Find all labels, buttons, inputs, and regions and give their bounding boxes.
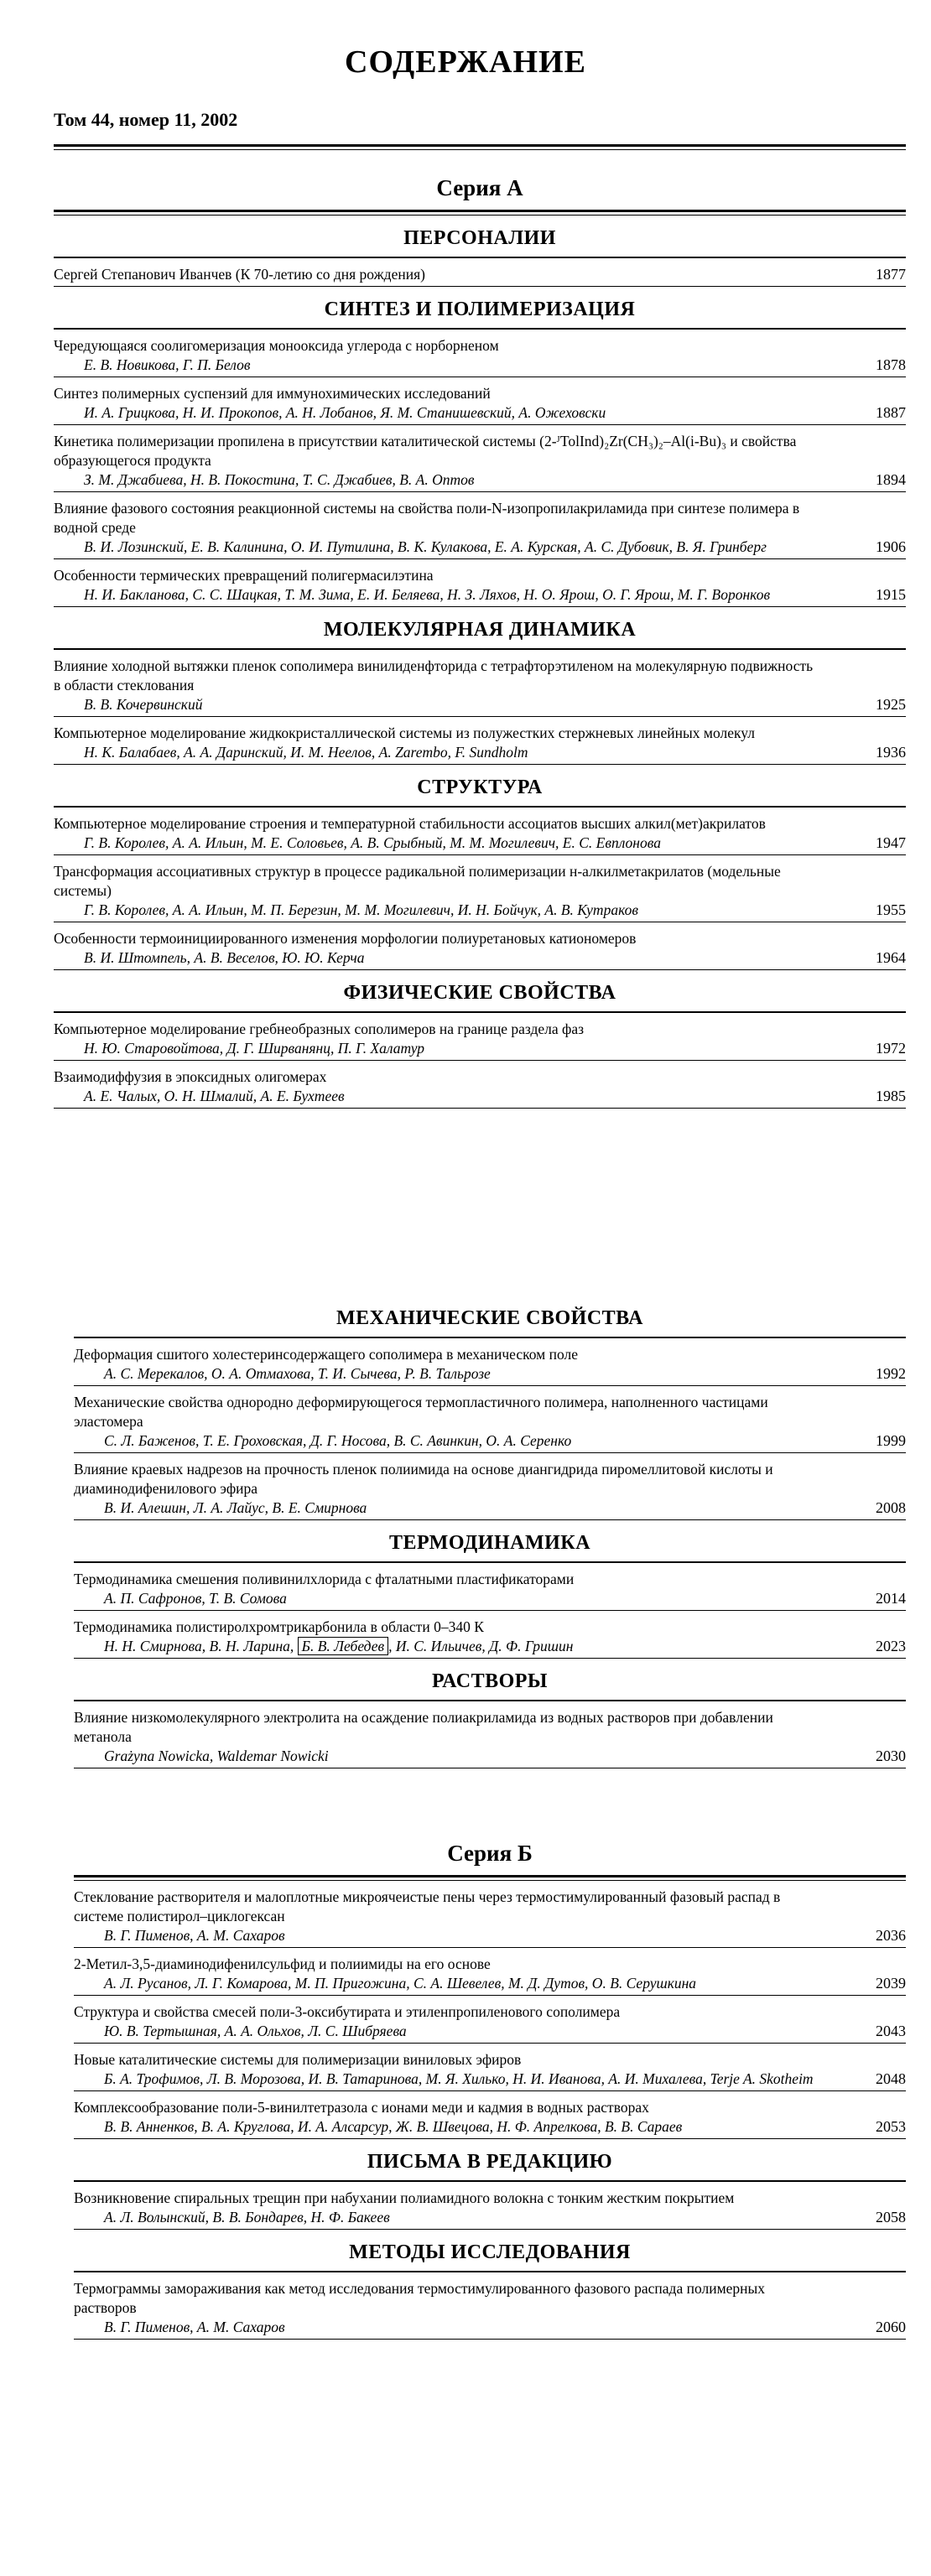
- article-authors: В. В. Анненков, В. А. Круглова, И. А. Алсарсур, Ж. В. Швецова, Н. Ф. Апрелкова, В. В. Сараев: [104, 2118, 683, 2135]
- toc-section: [74, 1670, 906, 1768]
- article-authors: С. Л. Баженов, Т. Е. Гроховская, Д. Г. Носова, В. С. Авинкин, О. А. Серенко: [104, 1432, 572, 1449]
- entry-rule: [74, 1947, 906, 1948]
- section-heading: СИНТЕЗ И ПОЛИМЕРИЗАЦИЯ: [324, 299, 636, 320]
- entry-rule: [54, 491, 906, 492]
- article-title: Структура и свойства смесей поли-3-оксибутирата и этиленпропиленового сополимера: [74, 2003, 621, 2020]
- page-title: СОДЕРЖАНИЕ: [345, 44, 586, 80]
- article-title: Трансформация ассоциативных структур в процессе радикальной полимеризации н-алкилметакрилатов (модельные системы): [54, 863, 781, 899]
- double-rule: [54, 144, 906, 150]
- article-title: Деформация сшитого холестеринсодержащего сополимера в механическом поле: [74, 1346, 578, 1363]
- entry-rule: [54, 716, 906, 717]
- toc-entry[interactable]: [74, 1888, 906, 1945]
- article-authors: В. И. Лозинский, Е. В. Калинина, О. И. Путилина, В. К. Кулакова, Е. А. Курская, А. С. Дубовик, В. Я. Гринберг: [84, 538, 767, 555]
- article-title: Стеклование растворителя и малоплотные микроячеистые пены через термостимулированный фазовый распад в системе полистирол–циклогексан: [74, 1888, 781, 1924]
- page-number: 2008: [876, 1499, 906, 1516]
- article-authors: А. Л. Русанов, Л. Г. Комарова, М. П. Пригожина, С. А. Шевелев, М. Д. Дутов, О. В. Серушкина: [104, 1975, 697, 1992]
- toc-entry[interactable]: [54, 566, 906, 605]
- article-title: Особенности термоинициированного изменения морфологии полиуретановых катиономеров: [54, 930, 637, 947]
- entry-rule: [74, 1995, 906, 1996]
- article-title: 2-Метил-3,5-диаминодифенилсульфид и полиимиды на его основе: [74, 1955, 491, 1972]
- toc-section: [74, 1307, 906, 1520]
- toc-entry[interactable]: [54, 1067, 906, 1106]
- article-title: Компьютерное моделирование жидкокристаллической системы из полужестких стержневых линейных молекул: [54, 724, 755, 741]
- series-b-heading: Серия Б: [447, 1841, 533, 1866]
- toc-entry[interactable]: [54, 724, 906, 762]
- section-rule: [54, 328, 906, 330]
- toc-entry[interactable]: [54, 265, 906, 284]
- section-rule: [74, 2271, 906, 2272]
- section-rule: [74, 1561, 906, 1563]
- article-title: Влияние фазового состояния реакционной системы на свойства поли-N-изопропилакриламида при синтезе полимера в водной среде: [54, 500, 800, 536]
- page-number: 1887: [876, 404, 906, 421]
- toc-entry[interactable]: [74, 1570, 906, 1608]
- boxed-author: Б. В. Лебедев: [298, 1637, 388, 1655]
- article-title: Возникновение спиральных трещин при набухании полиамидного волокна с тонким жестким покрытием: [74, 2189, 735, 2206]
- toc-entry[interactable]: [74, 1393, 906, 1451]
- toc-entry[interactable]: [54, 1020, 906, 1058]
- article-title: Термограммы замораживания как метод исследования термостимулированного фазового распада полимерных растворов: [74, 2280, 766, 2316]
- article-authors: А. П. Сафронов, Т. В. Сомова: [104, 1590, 287, 1607]
- article-authors: Е. В. Новикова, Г. П. Белов: [84, 356, 251, 373]
- section-heading: СТРУКТУРА: [417, 776, 543, 798]
- article-authors: А. С. Мерекалов, О. А. Отмахова, Т. И. Сычева, Р. В. Тальрозе: [104, 1365, 491, 1382]
- entry-rule: [54, 1060, 906, 1061]
- article-authors: Grażyna Nowicka, Waldemar Nowicki: [104, 1748, 329, 1764]
- section-heading: ПИСЬМА В РЕДАКЦИЮ: [367, 2151, 613, 2173]
- page-number: 1925: [876, 696, 906, 713]
- toc-section: [54, 982, 906, 1109]
- article-title: Влияние холодной вытяжки пленок сополимера винилиденфторида с тетрафторэтиленом на молекулярную подвижность в области стеклования: [54, 657, 814, 693]
- entry-rule: [74, 1658, 906, 1659]
- toc-section: [54, 776, 906, 970]
- section-heading: МЕТОДЫ ИССЛЕДОВАНИЯ: [349, 2241, 631, 2263]
- page-number: 2043: [876, 2023, 906, 2039]
- page-number: 1999: [876, 1432, 906, 1449]
- page-number: 1877: [876, 266, 906, 283]
- toc-entry[interactable]: [74, 2002, 906, 2041]
- toc-section: [54, 227, 906, 287]
- page-number: 1955: [876, 901, 906, 918]
- article-title: Кинетика полимеризации пропилена в присутствии каталитической системы (2-ᴶTolInd)₂Zr(CH₃)₂–Al(i-Bu)₃ и свойства образующегося продукта: [54, 433, 797, 469]
- series-a-heading: Серия А: [436, 175, 523, 200]
- page-number: 1915: [876, 586, 906, 603]
- entry-rule: [54, 424, 906, 425]
- article-title: Синтез полимерных суспензий для иммунохимических исследований: [54, 385, 491, 402]
- entry-rule: [54, 969, 906, 970]
- entry-rule: [54, 558, 906, 559]
- section-heading: ПЕРСОНАЛИИ: [403, 227, 556, 249]
- entry-rule: [54, 606, 906, 607]
- page-number: 1894: [876, 471, 906, 488]
- page-number: 1936: [876, 744, 906, 761]
- toc-section: [74, 1532, 906, 1659]
- article-authors: З. М. Джабиева, Н. В. Покостина, Т. С. Джабиев, В. А. Оптов: [84, 471, 475, 488]
- entry-rule: [74, 1610, 906, 1611]
- double-rule: [54, 210, 906, 216]
- toc-entry[interactable]: [74, 2189, 906, 2227]
- page-number: 2058: [876, 2209, 906, 2225]
- toc-entry[interactable]: [74, 1955, 906, 1993]
- double-rule: [74, 1875, 906, 1881]
- entry-rule: [74, 2339, 906, 2340]
- toc-entry[interactable]: [54, 336, 906, 375]
- series-a-continued-block: [74, 1296, 906, 1768]
- entry-rule: [54, 286, 906, 287]
- page-number: 2053: [876, 2118, 906, 2135]
- section-heading: ТЕРМОДИНАМИКА: [388, 1532, 591, 1554]
- toc-section: [54, 619, 906, 765]
- article-authors: В. Г. Пименов, А. М. Сахаров: [104, 2319, 285, 2335]
- toc-section: [74, 2241, 906, 2340]
- article-authors: Б. А. Трофимов, Л. В. Морозова, И. В. Татаринова, М. Я. Хилько, Н. И. Иванова, А. И. Михалева, Terje A. Skotheim: [104, 2070, 814, 2087]
- toc-entry[interactable]: [74, 1708, 906, 1766]
- section-rule: [54, 648, 906, 650]
- entry-rule: [74, 2043, 906, 2044]
- article-title: Компьютерное моделирование строения и температурной стабильности ассоциатов высших алкил(мет)акрилатов: [54, 815, 766, 832]
- article-title: Термодинамика смешения поливинилхлорида с фталатными пластификаторами: [74, 1571, 575, 1587]
- article-authors: В. И. Алешин, Л. А. Лайус, В. Е. Смирнова: [104, 1499, 367, 1516]
- entry-rule: [54, 1108, 906, 1109]
- authors-part: Н. Н. Смирнова, В. Н. Ларина,: [104, 1638, 294, 1654]
- page-number: 1992: [876, 1365, 906, 1382]
- entry-rule: [54, 854, 906, 855]
- entry-rule: [74, 2138, 906, 2139]
- toc-entry[interactable]: [54, 432, 906, 490]
- page-number: 2048: [876, 2070, 906, 2087]
- article-authors: А. Е. Чалых, О. Н. Шмалий, А. Е. Бухтеев: [84, 1088, 345, 1104]
- entry-rule: [74, 1519, 906, 1520]
- article-title: Взаимодиффузия в эпоксидных олигомерах: [54, 1068, 327, 1085]
- article-authors: Г. В. Королев, А. А. Ильин, М. П. Березин, М. М. Могилевич, И. Н. Бойчук, А. В. Кутраков: [84, 901, 638, 918]
- page-number: 2060: [876, 2319, 906, 2335]
- section-heading: РАСТВОРЫ: [432, 1670, 548, 1692]
- page-number: 1947: [876, 834, 906, 851]
- page-number: 1972: [876, 1040, 906, 1057]
- page-number: 2039: [876, 1975, 906, 1992]
- toc-entry[interactable]: [74, 2050, 906, 2089]
- section-rule: [74, 1337, 906, 1338]
- toc-entry[interactable]: [54, 499, 906, 557]
- toc-entry[interactable]: [74, 2098, 906, 2137]
- article-authors: И. А. Грицкова, Н. И. Прокопов, А. Н. Лобанов, Я. М. Станишевский, А. Ожеховски: [84, 404, 606, 421]
- toc-entry[interactable]: [74, 1460, 906, 1518]
- entry-rule: [74, 1452, 906, 1453]
- page-number: 1906: [876, 538, 906, 555]
- section-heading: МОЛЕКУЛЯРНАЯ ДИНАМИКА: [323, 619, 637, 641]
- page-number: 1985: [876, 1088, 906, 1104]
- section-heading: ФИЗИЧЕСКИЕ СВОЙСТВА: [343, 982, 616, 1004]
- toc-section: [74, 2151, 906, 2230]
- article-title: Термодинамика полистиролхромтрикарбонила в области 0–340 К: [74, 1618, 484, 1635]
- article-authors: В. В. Кочервинский: [84, 696, 203, 713]
- toc-entry[interactable]: [54, 862, 906, 920]
- article-title: Компьютерное моделирование гребнеобразных сополимеров на границе раздела фаз: [54, 1021, 585, 1037]
- section-rule: [54, 257, 906, 258]
- article-title: Сергей Степанович Иванчев (К 70-летию со дня рождения): [54, 266, 425, 283]
- article-authors: [74, 1637, 906, 1656]
- section-rule: [74, 1700, 906, 1701]
- article-authors: В. И. Штомпель, А. В. Веселов, Ю. Ю. Керча: [84, 949, 365, 966]
- page-number: 2036: [876, 1927, 906, 1944]
- toc-entry[interactable]: [54, 929, 906, 968]
- article-authors: Г. В. Королев, А. А. Ильин, М. Е. Соловьев, А. В. Срыбный, М. М. Могилевич, Е. С. Евплонова: [84, 834, 661, 851]
- toc-section: [74, 1888, 906, 2139]
- toc-entry[interactable]: [74, 1345, 906, 1384]
- article-authors: Н. И. Бакланова, С. С. Шацкая, Т. М. Зима, Е. И. Беляева, Н. З. Ляхов, Н. О. Ярош, О. Г. Ярош, М. Г. Воронков: [84, 586, 771, 603]
- page-number: 1964: [876, 949, 906, 966]
- toc-entry[interactable]: [74, 1618, 906, 1656]
- toc-entry[interactable]: [74, 2279, 906, 2337]
- article-authors: В. Г. Пименов, А. М. Сахаров: [104, 1927, 285, 1944]
- toc-entry[interactable]: [54, 814, 906, 853]
- page-number: 2023: [876, 1638, 906, 1654]
- entry-rule: [74, 2090, 906, 2091]
- section-rule: [54, 806, 906, 808]
- page-number: 2014: [876, 1590, 906, 1607]
- section-heading: МЕХАНИЧЕСКИЕ СВОЙСТВА: [335, 1307, 644, 1329]
- article-title: Механические свойства однородно деформирующегося термопластичного полимера, наполненного частицами эластомера: [74, 1394, 768, 1430]
- section-rule: [54, 1011, 906, 1013]
- toc-entry[interactable]: [54, 384, 906, 423]
- toc-entry[interactable]: [54, 657, 906, 714]
- entry-rule: [54, 764, 906, 765]
- article-title: Влияние низкомолекулярного электролита на осаждение полиакриламида из водных растворов при добавлении метанола: [74, 1709, 773, 1745]
- entry-rule: [74, 1385, 906, 1386]
- article-title: Влияние краевых надрезов на прочность пленок полиимида на основе диангидрида пиромеллитовой кислоты и диаминодифенилового эфира: [74, 1461, 773, 1497]
- article-title: Чередующаяся соолигомеризация монооксида углерода с норборненом: [54, 337, 499, 354]
- series-b-block: [74, 1841, 906, 2340]
- article-title: Новые каталитические системы для полимеризации виниловых эфиров: [74, 2051, 522, 2068]
- page-number: 2030: [876, 1748, 906, 1764]
- article-authors: А. Л. Волынский, В. В. Бондарев, Н. Ф. Бакеев: [104, 2209, 390, 2225]
- article-title: Комплексообразование поли-5-винилтетразола с ионами меди и кадмия в водных растворах: [74, 2099, 649, 2116]
- article-authors: Ю. В. Тертышная, А. А. Ольхов, Л. С. Шибряева: [104, 2023, 407, 2039]
- toc-section: [54, 299, 906, 607]
- article-authors: Н. К. Балабаев, А. А. Даринский, И. М. Неелов, A. Zarembo, F. Sundholm: [84, 744, 528, 761]
- issue-info: Том 44, номер 11, 2002: [54, 109, 238, 130]
- page-number: 1878: [876, 356, 906, 373]
- entry-rule: [74, 2229, 906, 2230]
- section-rule: [74, 2180, 906, 2182]
- series-a-block: [54, 144, 906, 1109]
- article-authors: Н. Ю. Старовойтова, Д. Г. Ширванянц, П. Г. Халатур: [84, 1040, 425, 1057]
- authors-part: , И. С. Ильичев, Д. Ф. Гришин: [388, 1638, 574, 1654]
- article-title: Особенности термических превращений полигермасилэтина: [54, 567, 434, 584]
